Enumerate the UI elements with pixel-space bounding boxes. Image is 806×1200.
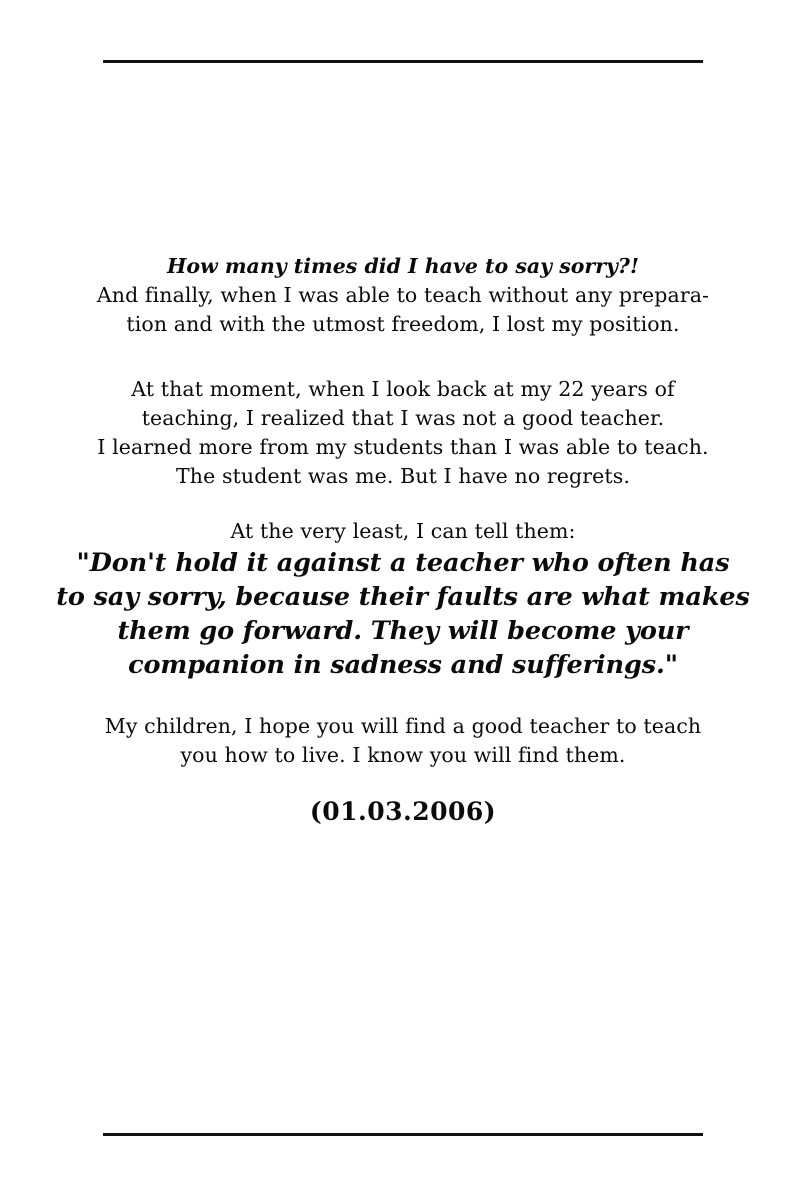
text-line: The student was me. But I have no regrets. <box>176 464 630 488</box>
text-line: At the very least, I can tell them: <box>230 519 576 543</box>
bottom-spacer <box>0 828 806 1133</box>
paragraph-lead-in <box>53 517 753 546</box>
text-line: you how to live. I know you will find them. <box>180 743 626 767</box>
paragraph-reflection <box>53 375 753 491</box>
paragraph-spacer <box>53 339 753 375</box>
text-line: At that moment, when I look back at my 22 years of <box>131 377 675 401</box>
paragraph-spacer <box>53 682 753 712</box>
text-line: How many times did I have to say sorry?! <box>167 254 639 278</box>
text-line: teaching, I realized that I was not a good teacher. <box>141 406 665 430</box>
paragraph-closing <box>53 712 753 770</box>
text-line: companion in sadness and sufferings." <box>128 650 678 680</box>
text-line: And finally, when I was able to teach without any prepara- <box>96 283 710 307</box>
date-text: (01.03.2006) <box>309 797 497 826</box>
paragraph-spacer <box>53 770 753 796</box>
text-line: tion and with the utmost freedom, I lost my position. <box>126 312 680 336</box>
text-line: My children, I hope you will find a good teacher to teach <box>104 714 702 738</box>
text-line: "Don't hold it against a teacher who often has <box>76 548 730 578</box>
text-line: them go forward. They will become your <box>117 616 689 646</box>
paragraph-opening <box>53 251 753 339</box>
text-line: to say sorry, because their faults are what makes <box>56 582 750 612</box>
bottom-rule-wrapper <box>0 1133 806 1200</box>
document-date <box>53 796 753 828</box>
paragraph-quote <box>53 546 753 682</box>
text-line: I learned more from my students than I was able to teach. <box>97 435 709 459</box>
paragraph-spacer <box>53 491 753 517</box>
document-body <box>53 63 753 828</box>
bottom-horizontal-rule <box>103 1133 703 1136</box>
